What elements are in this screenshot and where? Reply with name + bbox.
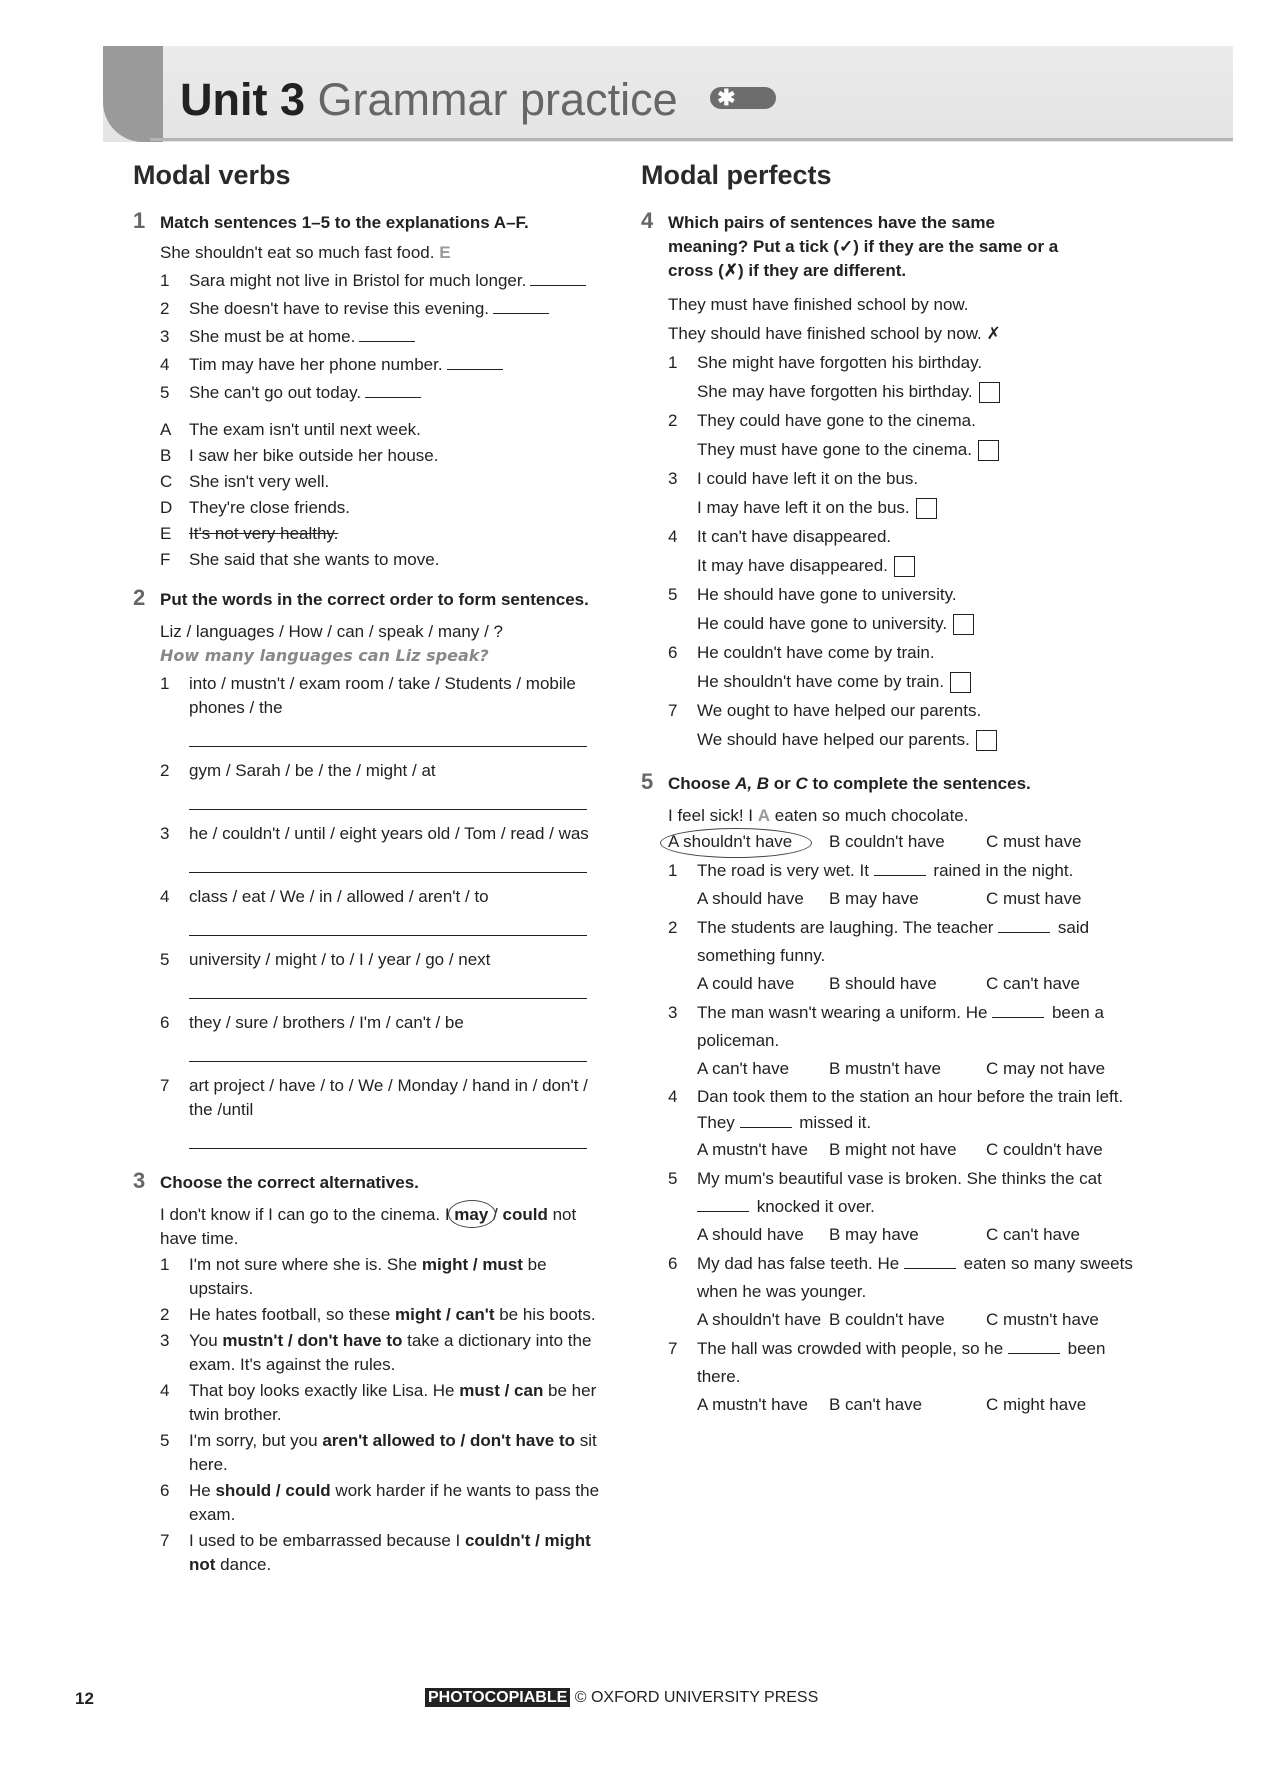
list-item	[668, 1335, 1141, 1391]
list-item	[668, 522, 1141, 580]
item-number: 4	[160, 355, 170, 374]
item-number: 1	[668, 353, 678, 372]
item-text: I'm not sure where she is. She	[189, 1255, 422, 1274]
option-c: C must have	[986, 832, 1082, 851]
option-b[interactable]: B may have	[829, 889, 919, 908]
options-row	[697, 1306, 1141, 1335]
answer-blank[interactable]	[874, 861, 926, 876]
example-sentence	[668, 804, 1141, 828]
sentence-b-row	[697, 435, 1141, 464]
option-c[interactable]: C can't have	[986, 974, 1080, 993]
example-sentence-2	[668, 319, 1141, 348]
copyright-line	[425, 1689, 818, 1707]
explanation-item	[160, 470, 613, 494]
item-text-end: knocked it over.	[752, 1197, 875, 1216]
answer-circle	[448, 1200, 496, 1228]
item-text-end: be her twin brother.	[189, 1381, 597, 1424]
item-letter: E	[160, 524, 172, 543]
answer-blank[interactable]	[697, 1197, 749, 1212]
sentence-b-row	[697, 377, 1141, 406]
options-row	[697, 970, 1141, 999]
item-text: Sara might not live in Bristol for much longer.	[189, 271, 527, 290]
item-text-end: be his boots.	[494, 1305, 596, 1324]
explanation-item	[160, 418, 613, 442]
exercise-instruction: Which pairs of sentences have the same meaning? Put a tick (✓) if they are the same or a cross (✗) if they are different.	[668, 213, 1059, 280]
explanation-item	[160, 496, 613, 520]
item-line-2	[697, 1110, 1141, 1136]
list-item: 3 You mustn't / don't have to take a dictionary into the exam. It's against the rules.	[160, 1331, 592, 1374]
answer-line[interactable]	[189, 720, 587, 747]
option-c[interactable]: C must have	[986, 889, 1082, 908]
explanation-item	[160, 548, 613, 572]
item-text-end: work harder if he wants to pass the exam.	[189, 1481, 600, 1524]
option-a[interactable]: A could have	[697, 974, 795, 993]
item-text: The man wasn't wearing a uniform. He	[697, 1003, 993, 1022]
item-letter: F	[160, 550, 171, 569]
instruction-text: or	[769, 774, 796, 793]
item-text: She doesn't have to revise this evening.	[189, 299, 489, 318]
item-letter: C	[160, 472, 173, 491]
example-text-end: not have time.	[160, 1205, 577, 1248]
list-item	[160, 353, 613, 377]
item-number: 3	[668, 469, 678, 488]
list-item	[668, 638, 1141, 696]
choice-b[interactable]: don't have to	[469, 1431, 576, 1450]
answer-line[interactable]	[189, 972, 587, 999]
item-text: class / eat / We / in / allowed / aren't / to	[189, 887, 489, 906]
item-text-end: been a policeman.	[697, 1003, 1104, 1050]
list-item	[160, 325, 613, 349]
item-line-2	[697, 1193, 1141, 1221]
match-items	[160, 269, 613, 405]
exercise-instruction: Choose the correct alternatives.	[160, 1173, 419, 1192]
item-number: 4	[160, 1381, 170, 1400]
tick-box[interactable]	[979, 382, 1000, 403]
cross-mark-icon: ✗	[986, 324, 1001, 343]
item-text: She must be at home.	[189, 327, 356, 346]
sentence-b-row	[697, 609, 1141, 638]
item-number: 5	[160, 383, 170, 402]
item-text: I saw her bike outside her house.	[189, 446, 439, 465]
exercise-number: 3	[133, 1168, 146, 1193]
item-text: They're close friends.	[189, 498, 351, 517]
sentence-b-row	[697, 725, 1141, 754]
answer-blank[interactable]	[365, 383, 421, 398]
item-text: The road is very wet. It	[697, 861, 874, 880]
instruction-text: to complete the sentences.	[807, 774, 1031, 793]
example-words: Liz / languages / How / can / speak / many / ?	[160, 622, 504, 641]
sentence-a: They could have gone to the cinema.	[697, 411, 976, 430]
unit-label: Unit 3	[180, 74, 306, 125]
sentence-b: He could have gone to university.	[697, 614, 948, 633]
left-column	[133, 150, 613, 1587]
option-a[interactable]: A can't have	[697, 1059, 790, 1078]
answer-blank[interactable]	[740, 1113, 792, 1128]
example-choice-circled: may	[454, 1205, 489, 1224]
option-a[interactable]: A mustn't have	[697, 1140, 808, 1159]
example-answer: E	[439, 243, 451, 262]
choice-a[interactable]: must	[459, 1381, 500, 1400]
list-item	[668, 406, 1141, 464]
choice-a[interactable]: mustn't	[222, 1331, 284, 1350]
answer-line[interactable]	[189, 909, 587, 936]
list-item	[160, 672, 613, 720]
sentence-a: She might have forgotten his birthday.	[697, 353, 983, 372]
option-a-circled: A shouldn't have	[668, 832, 793, 851]
choice-items	[160, 1253, 613, 1577]
example-answer: A	[757, 806, 771, 825]
item-text-end: eaten so many sweets when he was younger.	[697, 1254, 1133, 1301]
option-c[interactable]: C mustn't have	[986, 1310, 1099, 1329]
list-item	[668, 1165, 1141, 1221]
item-text-end: missed it.	[794, 1113, 872, 1132]
list-item	[160, 885, 613, 909]
choice-a[interactable]: aren't allowed to	[322, 1431, 456, 1450]
exercise-2	[133, 585, 613, 1149]
example-sentence	[160, 1203, 613, 1251]
exercise-instruction: Put the words in the correct order to form sentences.	[160, 590, 589, 609]
item-number: 1	[160, 1255, 170, 1274]
item-number: 3	[160, 824, 170, 843]
item-number: 6	[668, 1254, 678, 1273]
option-a[interactable]: A shouldn't have	[697, 1310, 822, 1329]
option-b: B couldn't have	[829, 832, 945, 851]
answer-circle	[660, 828, 812, 858]
item-text: The exam isn't until next week.	[189, 420, 421, 439]
item-text: I'm sorry, but you	[189, 1431, 323, 1450]
list-item	[160, 1074, 613, 1122]
sentence-b: He shouldn't have come by train.	[697, 672, 945, 691]
item-number: 5	[160, 1431, 170, 1450]
item-number: 4	[160, 887, 170, 906]
instruction-letters: A, B	[735, 774, 770, 793]
sentence-b: She may have forgotten his birthday.	[697, 382, 973, 401]
answer-line[interactable]	[189, 846, 587, 873]
choice-b[interactable]: might not	[189, 1531, 591, 1574]
options-row	[697, 1391, 1141, 1420]
list-item: 5 I'm sorry, but you aren't allowed to / don't have to sit here.	[160, 1431, 597, 1474]
exercise-5	[641, 769, 1141, 1420]
exercise-number: 1	[133, 208, 146, 233]
choice-a[interactable]: might	[421, 1255, 469, 1274]
item-number: 1	[668, 861, 678, 880]
example-text: I feel sick! I	[668, 806, 758, 825]
option-a[interactable]: A should have	[697, 889, 804, 908]
example-sentence	[160, 241, 613, 265]
option-b[interactable]: B may have	[829, 1225, 919, 1244]
list-item	[668, 857, 1141, 885]
item-number: 2	[160, 299, 170, 318]
exercise-instruction: Match sentences 1–5 to the explanations A–F.	[160, 213, 529, 232]
option-c[interactable]: C might have	[986, 1395, 1087, 1414]
list-item: 2 He hates football, so these might / can't be his boots.	[160, 1303, 613, 1327]
sentence-b: It may have disappeared.	[697, 556, 888, 575]
right-column	[641, 150, 1141, 1430]
tick-box[interactable]	[916, 498, 937, 519]
item-number: 5	[668, 1169, 678, 1188]
item-letter: A	[160, 420, 172, 439]
list-item	[668, 999, 1141, 1055]
tick-box[interactable]	[894, 556, 915, 577]
item-number: 2	[668, 411, 678, 430]
sentence-b-row	[697, 667, 1141, 696]
answer-line[interactable]	[189, 783, 587, 810]
sentence-b: We should have helped our parents.	[697, 730, 970, 749]
choice-b[interactable]: can't	[455, 1305, 495, 1324]
item-number: 1	[160, 674, 170, 693]
option-b[interactable]: B can't have	[829, 1395, 923, 1414]
list-item	[160, 297, 613, 321]
item-text: gym / Sarah / be / the / might / at	[189, 761, 436, 780]
item-number: 1	[160, 271, 170, 290]
options-row	[697, 885, 1141, 914]
item-number: 4	[668, 527, 678, 546]
list-item	[668, 464, 1141, 522]
photocopiable-label: PHOTOCOPIABLE	[425, 1688, 570, 1707]
explanation-item-used	[160, 522, 613, 546]
item-number: 2	[160, 1305, 170, 1324]
example-choice: could	[502, 1205, 548, 1224]
choice-b[interactable]: must	[482, 1255, 523, 1274]
list-item	[668, 348, 1141, 406]
item-number: 3	[668, 1003, 678, 1022]
item-text: My mum's beautiful vase is broken. She thinks the cat	[697, 1169, 1102, 1188]
item-text-end: been there.	[697, 1339, 1106, 1386]
choice-a[interactable]: should	[215, 1481, 272, 1500]
instruction-text: Choose	[668, 774, 736, 793]
choice-b[interactable]: don't have to	[297, 1331, 403, 1350]
options-row	[697, 1221, 1141, 1250]
explanations-list	[160, 418, 613, 572]
tick-box[interactable]	[978, 440, 999, 461]
copyright-text: © OXFORD UNIVERSITY PRESS	[574, 1689, 819, 1706]
sentence-b: I may have left it on the bus.	[697, 498, 910, 517]
list-item: 4 That boy looks exactly like Lisa. He must / can be her twin brother.	[160, 1381, 597, 1424]
item-text: She isn't very well.	[189, 472, 330, 491]
pair-items	[668, 348, 1141, 754]
option-b[interactable]: B might not have	[829, 1140, 957, 1159]
options-row	[697, 1136, 1141, 1165]
item-number: 6	[668, 643, 678, 662]
header-rule	[150, 138, 1233, 141]
explanation-item	[160, 444, 613, 468]
item-text-end: dance.	[215, 1555, 272, 1574]
example-text: She shouldn't eat so much fast food.	[160, 243, 435, 262]
example-text: They should have finished school by now.	[668, 324, 982, 343]
section-title-modal-perfects: Modal perfects	[641, 160, 832, 190]
exercise-4	[641, 208, 1141, 754]
item-letter: B	[160, 446, 172, 465]
tick-box[interactable]	[950, 672, 971, 693]
item-number: 7	[160, 1531, 170, 1550]
item-text: into / mustn't / exam room / take / Students / mobile phones / the	[189, 674, 576, 717]
difficulty-star-icon: ✱	[710, 87, 776, 109]
item-text: He hates football, so these	[189, 1305, 396, 1324]
instruction-letter: C	[795, 774, 808, 793]
exercise-number: 5	[641, 769, 654, 794]
item-number: 6	[160, 1481, 170, 1500]
list-item	[668, 914, 1141, 970]
choice-b[interactable]: can	[514, 1381, 544, 1400]
item-text: Tim may have her phone number.	[189, 355, 443, 374]
option-b[interactable]: B couldn't have	[829, 1310, 945, 1329]
option-a[interactable]: A mustn't have	[697, 1395, 808, 1414]
item-text-end: take a dictionary into the exam. It's against the rules.	[189, 1331, 592, 1374]
item-number: 7	[160, 1076, 170, 1095]
item-number: 6	[160, 1013, 170, 1032]
item-text: My dad has false teeth. He	[697, 1254, 904, 1273]
sentence-b: They must have gone to the cinema.	[697, 440, 972, 459]
item-number: 2	[668, 918, 678, 937]
exercise-3	[133, 1168, 613, 1577]
choice-a[interactable]: couldn't	[464, 1531, 531, 1550]
exercise-instruction	[668, 772, 1141, 796]
item-text: You	[189, 1331, 223, 1350]
example-options	[668, 828, 1141, 857]
item-number: 5	[668, 585, 678, 604]
separator: /	[488, 1205, 503, 1224]
item-number: 3	[160, 327, 170, 346]
exercise-1	[133, 208, 613, 572]
answer-line[interactable]	[189, 1122, 587, 1149]
item-number: 7	[668, 701, 678, 720]
header-tab	[103, 46, 163, 142]
list-item	[160, 948, 613, 972]
item-number: 3	[160, 1331, 170, 1350]
item-text: The students are laughing. The teacher	[697, 918, 999, 937]
item-letter: D	[160, 498, 173, 517]
tick-box[interactable]	[976, 730, 997, 751]
answer-blank[interactable]	[530, 271, 586, 286]
item-text: The hall was crowded with people, so he	[697, 1339, 1008, 1358]
answer-blank[interactable]	[904, 1254, 956, 1269]
sentence-b-row	[697, 493, 1141, 522]
item-text: university / might / to / I / year / go / next	[189, 950, 491, 969]
list-item	[668, 580, 1141, 638]
example-answer: How many languages can Liz speak?	[160, 646, 489, 665]
item-text: they / sure / brothers / I'm / can't / be	[189, 1013, 464, 1032]
example-sentence-1: They must have finished school by now.	[668, 295, 969, 314]
item-text-end: be upstairs.	[189, 1255, 547, 1298]
sentence-b-row	[697, 551, 1141, 580]
item-text: They	[697, 1113, 740, 1132]
list-item: 7 I used to be embarrassed because I couldn't / might not dance.	[160, 1531, 591, 1574]
item-text: I used to be embarrassed because I	[189, 1531, 465, 1550]
options-row	[697, 1055, 1141, 1084]
sentence-a: He couldn't have come by train.	[697, 643, 935, 662]
item-text-end: rained in the night.	[928, 861, 1074, 880]
page-number: 12	[75, 1689, 94, 1708]
item-number: 7	[668, 1339, 678, 1358]
page-title	[180, 72, 776, 128]
example-text-end: eaten so much chocolate.	[770, 806, 969, 825]
option-b[interactable]: B should have	[829, 974, 937, 993]
option-c[interactable]: C couldn't have	[986, 1140, 1103, 1159]
sentence-a: It can't have disappeared.	[697, 527, 892, 546]
list-item	[160, 269, 613, 293]
item-text: art project / have / to / We / Monday / hand in / don't / the /until	[189, 1076, 588, 1119]
section-title-modal-verbs: Modal verbs	[133, 160, 291, 190]
item-text: That boy looks exactly like Lisa. He	[189, 1381, 460, 1400]
item-text-end: sit here.	[189, 1431, 597, 1474]
list-item	[668, 1250, 1141, 1306]
list-item	[668, 1084, 1141, 1136]
list-item	[160, 822, 613, 846]
item-number: 4	[668, 1087, 678, 1106]
answer-blank[interactable]	[359, 327, 415, 342]
choice-a[interactable]: might	[395, 1305, 442, 1324]
option-a[interactable]: A should have	[697, 1225, 804, 1244]
option-c[interactable]: C can't have	[986, 1225, 1080, 1244]
answer-blank[interactable]	[1008, 1339, 1060, 1354]
item-text: he / couldn't / until / eight years old / Tom / read / was	[189, 824, 589, 843]
item-text: Dan took them to the station an hour before the train left.	[697, 1087, 1124, 1106]
sentence-a: He should have gone to university.	[697, 585, 957, 604]
item-text: It's not very healthy.	[189, 524, 339, 543]
sentence-a: We ought to have helped our parents.	[697, 701, 982, 720]
list-item	[160, 759, 613, 783]
item-text-end: said something funny.	[697, 918, 1090, 965]
list-item	[160, 1011, 613, 1035]
answer-blank[interactable]	[992, 1003, 1044, 1018]
choice-b[interactable]: could	[285, 1481, 331, 1500]
answer-blank[interactable]	[493, 299, 549, 314]
exercise-number: 2	[133, 585, 146, 610]
option-c[interactable]: C may not have	[986, 1059, 1106, 1078]
sentence-a: I could have left it on the bus.	[697, 469, 919, 488]
list-item: 1 I'm not sure where she is. She might / must be upstairs.	[160, 1255, 547, 1298]
tick-box[interactable]	[953, 614, 974, 635]
list-item: 6 He should / could work harder if he wants to pass the exam.	[160, 1481, 600, 1524]
option-b[interactable]: B mustn't have	[829, 1059, 941, 1078]
list-item	[160, 381, 613, 405]
title-text: Grammar practice	[317, 74, 678, 125]
item-number: 2	[160, 761, 170, 780]
answer-blank[interactable]	[447, 355, 503, 370]
item-text: He	[189, 1481, 216, 1500]
answer-blank[interactable]	[998, 918, 1050, 933]
example-text: I don't know if I can go to the cinema. I	[160, 1205, 455, 1224]
answer-line[interactable]	[189, 1035, 587, 1062]
item-text: She said that she wants to move.	[189, 550, 440, 569]
item-text: She can't go out today.	[189, 383, 362, 402]
item-number: 5	[160, 950, 170, 969]
exercise-number: 4	[641, 208, 654, 233]
list-item	[668, 696, 1141, 754]
